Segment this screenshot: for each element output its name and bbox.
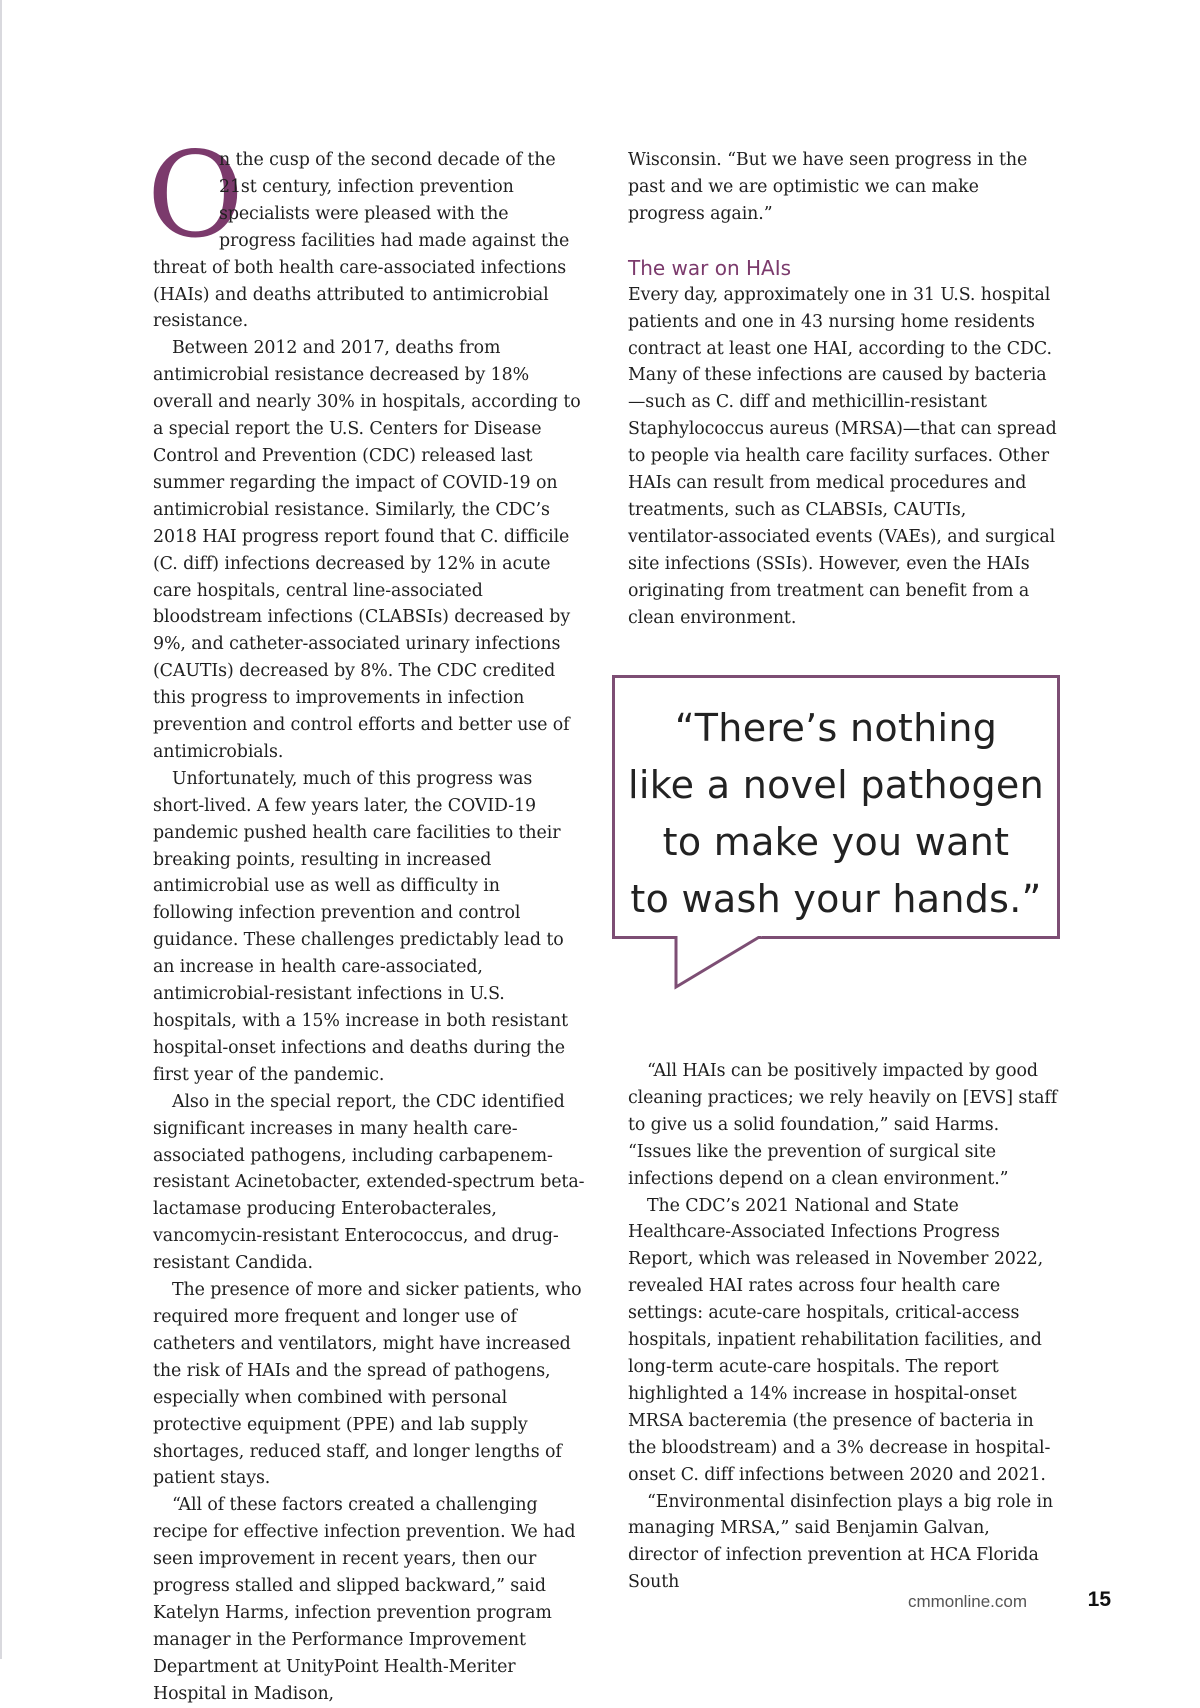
paragraph-9: “Environmental disinfection plays a big role in managing MRSA,” said Benjamin Galvan, director of infection prevention at HCA Florida South <box>628 1491 1054 1593</box>
pull-quote-line: to make you want <box>662 820 1010 864</box>
paragraph-2: Between 2012 and 2017, deaths from antimicrobial resistance decreased by 18% overall and nearly 30% in hospitals, according to a special report the U.S. Centers for Disease Control and Prevention (CDC) released last summer regarding the impact of COVID-19 on antimicrobial resistance. Similarly, the CDC’s 2018 HAI progress report found that C. difficile (C. diff) infections decreased by 12% in acute care hospitals, central line-associated bloodstream infections (CLABSIs) decreased by 9%, and catheter-associated urinary infections (CAUTIs) decreased by 8%. The CDC credited this progress to improvements in infection prevention and control efforts and better use of antimicrobials. <box>153 338 581 762</box>
left-column <box>147 126 585 1708</box>
speech-bubble-tail-icon <box>674 936 784 990</box>
drop-cap: O <box>147 126 244 264</box>
paragraph-1: n the cusp of the second decade of the 21st century, infection prevention specialists were pleased with the progress facilities had made against the threat of both health care-associated infections (HAIs) and deaths attributed to antimicrobial resistance. <box>153 150 570 332</box>
pull-quote-line: like a novel pathogen <box>628 763 1044 807</box>
pull-quote-text <box>615 700 1057 928</box>
paragraph-continuation: Wisconsin. “But we have seen progress in the past and we are optimistic we can make progress again.” <box>628 150 1028 224</box>
footer-site-link[interactable]: cmmonline.com <box>907 1592 1027 1611</box>
pull-quote-box <box>612 675 1060 939</box>
right-column-lower <box>628 1058 1060 1596</box>
pull-quote-line: “There’s nothing <box>674 706 998 750</box>
pull-quote-line: to wash your hands.” <box>630 877 1042 921</box>
paragraph-8: The CDC’s 2021 National and State Healthcare-Associated Infections Progress Report, which was released in November 2022, revealed HAI rates across four health care settings: acute-care hospitals, critical-access hospitals, inpatient rehabilitation facilities, and long-term acute-care hospitals. The report highlighted a 14% increase in hospital-onset MRSA bacteremia (the presence of bacteria in the bloodstream) and a 3% decrease in hospital-onset C. diff infections between 2020 and 2021. <box>628 1195 1051 1485</box>
page-edge-line <box>0 0 2 1659</box>
page-number: 15 <box>1087 1588 1111 1611</box>
paragraph-5: The presence of more and sicker patients, who required more frequent and longer use of catheters and ventilators, might have increased the risk of HAIs and the spread of pathogens, especially when combined with personal protective equipment (PPE) and lab supply shortages, reduced staff, and longer lengths of patient stays. <box>153 1280 582 1489</box>
paragraph-6: “All of these factors created a challenging recipe for effective infection prevention. We had seen improvement in recent years, then our progress stalled and slipped backward,” said Katelyn Harms, infection prevention program manager in the Performance Improvement Department at UnityPoint Health-Meriter Hospital in Madison, <box>153 1495 576 1704</box>
right-column <box>628 147 1060 632</box>
opening-paragraph-block <box>147 126 585 335</box>
paragraph-4: Also in the special report, the CDC identified significant increases in many health care-associated pathogens, including carbapenem-resistant Acinetobacter, extended-spectrum beta-lactamase producing Enterobacterales, vancomycin-resistant Enterococcus, and drug-resistant Candida. <box>153 1091 585 1274</box>
section-heading: The war on HAIs <box>628 255 792 280</box>
paragraph-7: “All HAIs can be positively impacted by good cleaning practices; we rely heavily on [EVS] staff to give us a solid foundation,” said Harms. “Issues like the prevention of surgical site infections depend on a clean environment.” <box>628 1061 1058 1189</box>
paragraph-3: Unfortunately, much of this progress was short-lived. A few years later, the COVID-19 pandemic pushed health care facilities to their breaking points, resulting in increased antimicrobial use as well as difficulty in following infection prevention and control guidance. These challenges predictably lead to an increase in health care-associated, antimicrobial-resistant infections in U.S. hospitals, with a 15% increase in both resistant hospital-onset infections and deaths during the first year of the pandemic. <box>153 768 569 1085</box>
section-paragraph: Every day, approximately one in 31 U.S. hospital patients and one in 43 nursing home residents contract at least one HAI, according to the CDC. Many of these infections are caused by bacteria—such as C. diff and methicillin-resistant Staphylococcus aureus (MRSA)—that can spread to people via health care facility surfaces. Other HAIs can result from medical procedures and treatments, such as CLABSIs, CAUTIs, ventilator-associated events (VAEs), and surgical site infections (SSIs). However, even the HAIs originating from treatment can benefit from a clean environment. <box>628 284 1057 628</box>
